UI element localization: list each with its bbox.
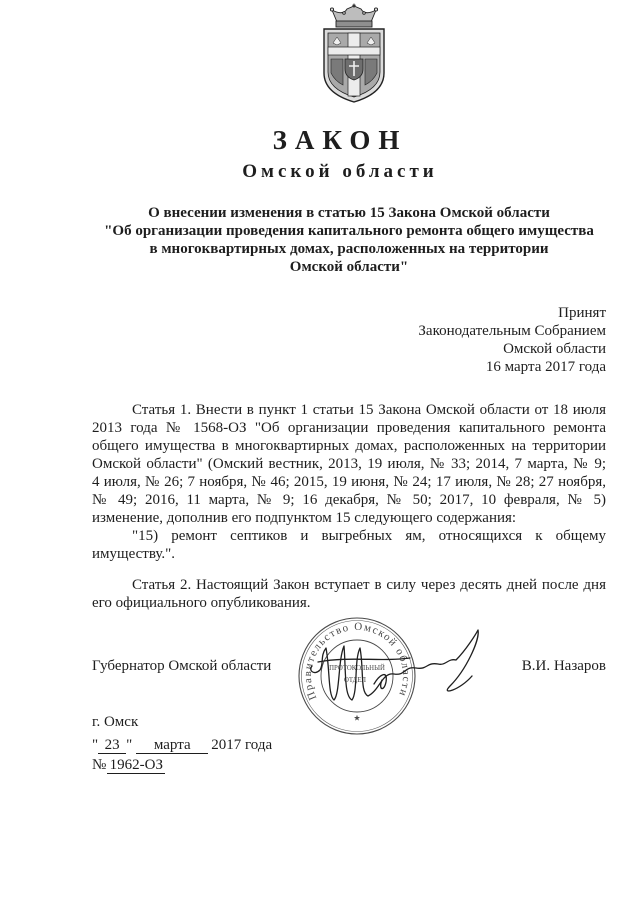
signatory-position: Губернатор Омской области xyxy=(92,658,272,674)
law-title-block xyxy=(92,204,606,276)
number-line xyxy=(92,756,165,774)
adoption-block xyxy=(418,304,606,376)
title-line: "Об организации проведения капитального ремонта общего имущества xyxy=(104,223,594,239)
law-number: 1962-ОЗ xyxy=(107,758,165,774)
title-line: О внесении изменения в статью 15 Закона Омской области xyxy=(148,205,550,221)
adoption-line: Омской области xyxy=(503,341,606,357)
signatory-name: В.И. Назаров xyxy=(521,658,606,674)
official-seal xyxy=(299,618,415,734)
article-1-line: общего имущества в многоквартирных домах, расположенных на территории xyxy=(92,438,606,454)
law-heading: ЗАКОН xyxy=(272,125,408,155)
date-open-quote: " xyxy=(92,737,99,753)
adoption-line: Законодательным Собранием xyxy=(418,323,606,339)
seal-inner-ring xyxy=(321,640,393,712)
article-1-quote-line: имуществу.". xyxy=(92,546,176,562)
date-close-quote: " xyxy=(126,737,133,753)
article-2-line: Статья 2. Настоящий Закон вступает в силу через десять дней после дня xyxy=(132,577,606,593)
date-month: марта xyxy=(136,738,208,754)
title-line: Омской области" xyxy=(289,259,409,275)
region-heading: Омской области xyxy=(242,161,438,182)
date-day: 23 xyxy=(98,738,126,754)
coat-of-arms-icon xyxy=(317,3,391,103)
date-year: 2017 года xyxy=(211,737,273,753)
article-1-quote-line: "15) ремонт септиков и выгребных ям, относящихся к общему xyxy=(132,528,606,544)
shield-icon xyxy=(324,29,384,102)
title-line: в многоквартирных домах, расположенных на территории xyxy=(149,241,549,257)
number-sign: № xyxy=(92,757,107,773)
city-line: г. Омск xyxy=(92,714,139,730)
seal-rim-text-path: Правительство Омской области xyxy=(301,620,413,702)
article-1-line: № 49; 2016, 11 марта, № 9; 16 декабря, № 50; 2017, 10 февраля, № 5) xyxy=(92,492,606,508)
article-1-line: изменение, дополнив его подпунктом 15 следующего содержания: xyxy=(92,510,517,526)
adoption-line: Принят xyxy=(558,305,606,321)
seal-center-line-1: ПРОТОКОЛЬНЫЙ xyxy=(329,665,385,672)
stamp-and-signature xyxy=(290,600,490,750)
date-line xyxy=(92,736,272,754)
crown-icon xyxy=(330,4,377,27)
seal-center-line-2: ОТДЕЛ xyxy=(344,677,366,684)
article-1-line: Омской области" (Омский вестник, 2013, 19 июля, № 33; 2014, 7 марта, № 9; xyxy=(92,456,606,472)
article-1-line: Статья 1. Внести в пункт 1 статьи 15 Закона Омской области от 18 июля xyxy=(132,402,606,418)
article-1 xyxy=(92,401,606,563)
article-1-line: 4 июля, № 26; 7 ноября, № 46; 2015, 19 июня, № 24; 17 июля, № 28; 27 ноября, xyxy=(92,474,606,490)
seal-star-icon xyxy=(354,715,360,721)
adoption-date: 16 марта 2017 года xyxy=(485,359,606,375)
article-1-line: 2013 года № 1568-ОЗ "Об организации проведения капитального ремонта xyxy=(92,420,606,436)
article-2-line: его официального опубликования. xyxy=(92,595,311,611)
